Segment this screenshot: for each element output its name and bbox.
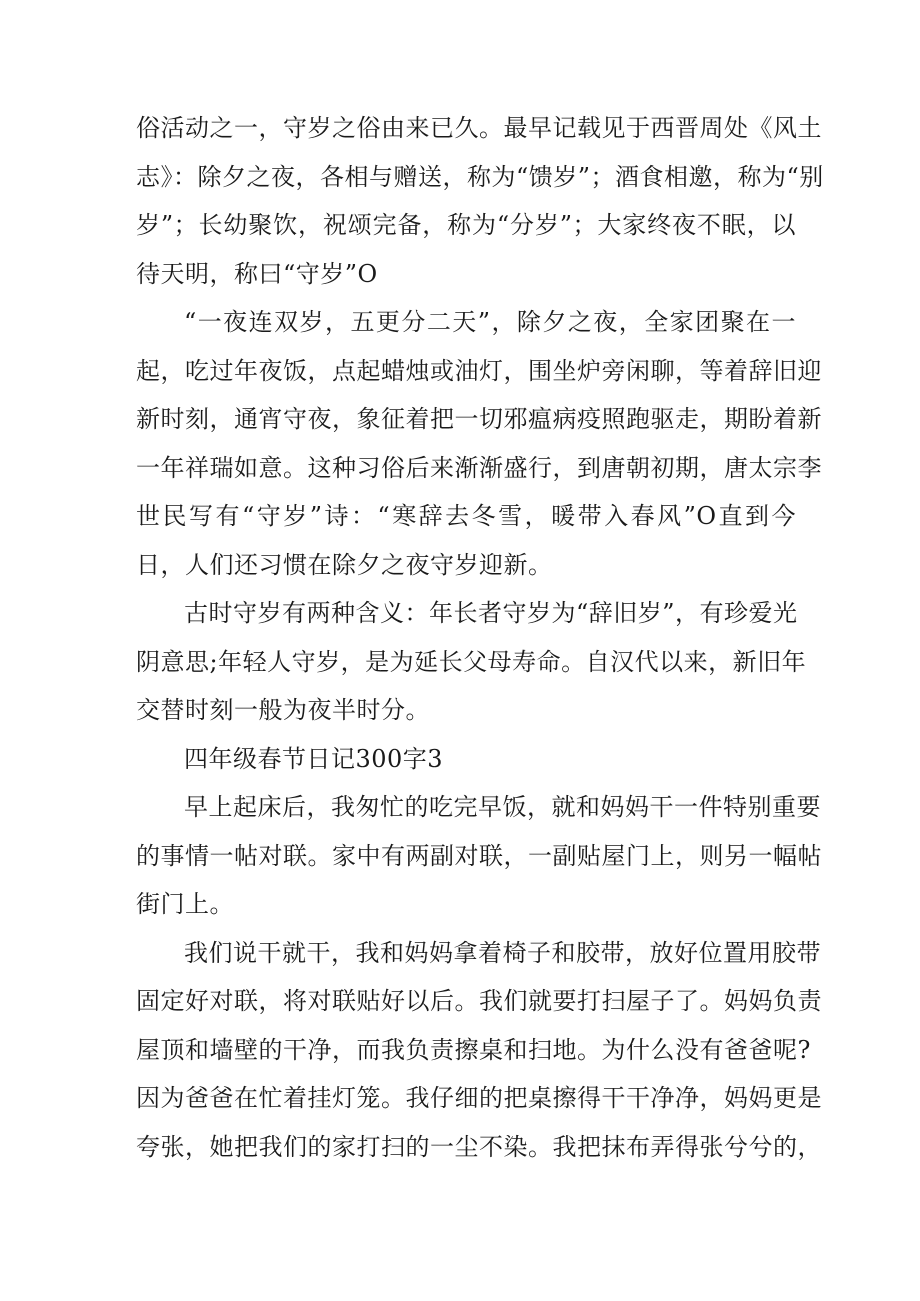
text-line: 志》：除夕之夜，各相与赠送，称为“馈岁”；酒食相邀，称为“别 bbox=[136, 162, 824, 191]
text-line: 的事情一帖对联。家中有两副对联，一副贴屋门上，则另一幅帖 bbox=[136, 841, 822, 870]
text-line: 日，人们还习惯在除夕之夜守岁迎新。 bbox=[136, 550, 553, 579]
text-line: 四年级春节日记300字3 bbox=[184, 744, 444, 773]
text-line: 新时刻，通宵守夜，象征着把一切邪瘟病疫照跑驱走，期盼着新 bbox=[136, 405, 822, 433]
text-line: 交替时刻一般为夜半时分。 bbox=[136, 696, 430, 724]
text-line: 世民写有“守岁”诗：“寒辞去冬雪，暖带入春风”O直到今 bbox=[136, 502, 796, 530]
paragraph bbox=[136, 783, 822, 929]
paragraph bbox=[136, 929, 822, 1172]
text-line: 街门上。 bbox=[136, 890, 234, 918]
text-line: 起，吃过年夜饭，点起蜡烛或油灯，围坐炉旁闲聊，等着辞旧迎 bbox=[136, 356, 822, 385]
text-line: 夸张，她把我们的家打扫的一尘不染。我把抹布弄得张兮兮的， bbox=[136, 1132, 822, 1161]
text-line: 待天明，称曰“守岁”O bbox=[136, 259, 378, 288]
text-line: “一夜连双岁，五更分二天”，除夕之夜，全家团聚在一 bbox=[184, 308, 796, 336]
paragraph bbox=[136, 298, 822, 589]
text-line: 俗活动之一，守岁之俗由来已久。最早记载见于西晋周处《风土 bbox=[136, 114, 822, 142]
text-line: 阴意思;年轻人守岁，是为延长父母寿命。自汉代以来，新旧年 bbox=[136, 647, 807, 676]
text-line: 因为爸爸在忙着挂灯笼。我仔细的把桌擦得干干净净，妈妈更是 bbox=[136, 1084, 822, 1112]
paragraph bbox=[136, 104, 824, 298]
text-line: 我们说干就干，我和妈妈拿着椅子和胶带，放好位置用胶带 bbox=[184, 938, 821, 967]
text-line: 一年祥瑞如意。这种习俗后来渐渐盛行，到唐朝初期，唐太宗李 bbox=[136, 453, 822, 482]
text-line: 早上起床后，我匆忙的吃完早饭，就和妈妈干一件特别重要 bbox=[184, 793, 821, 821]
document-body bbox=[136, 104, 824, 1171]
paragraph bbox=[136, 589, 807, 735]
text-line: 屋顶和墙壁的干净，而我负责擦桌和扫地。为什么没有爸爸呢? bbox=[136, 1035, 811, 1064]
paragraph bbox=[136, 735, 796, 784]
text-line: 古时守岁有两种含义：年长者守岁为“辞旧岁”，有珍爱光 bbox=[184, 599, 798, 627]
text-line: 固定好对联，将对联贴好以后。我们就要打扫屋子了。妈妈负责 bbox=[136, 987, 822, 1015]
text-line: 岁”；长幼聚饮，祝颂完备，称为“分岁”；大家终夜不眠，以 bbox=[136, 211, 796, 239]
